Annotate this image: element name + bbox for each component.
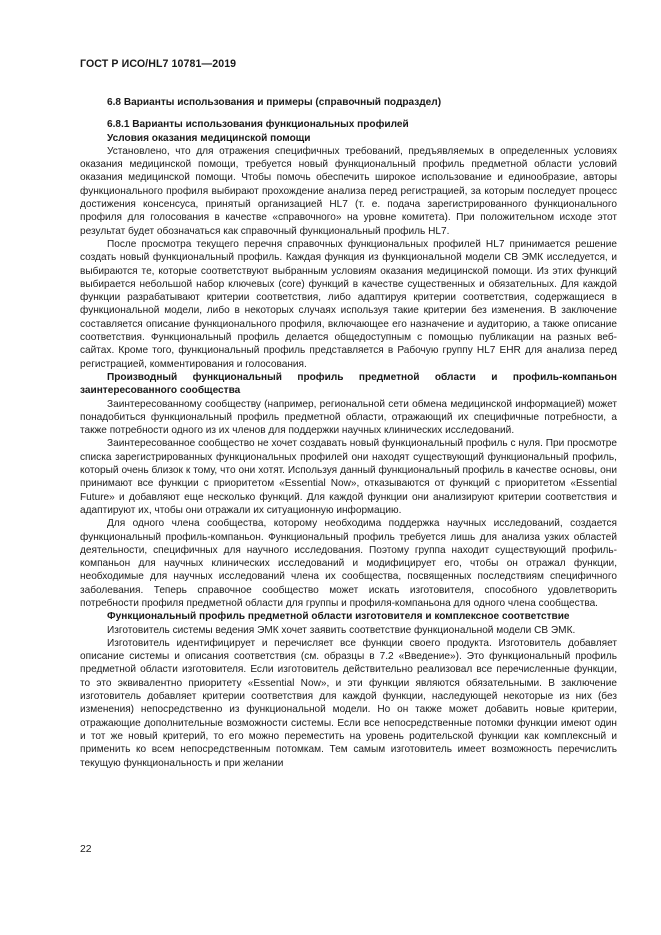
paragraph-heading: Функциональный профиль предметной области изготовителя и комплексное соответствие bbox=[107, 611, 570, 623]
paragraph: Изготовитель идентифицирует и перечисляет все функции своего продукта. Изготовитель добавляет описание системы и описания соответствия (см. образцы в 7.2 «Введение»). Это функциональный профиль предметной области изготовителя. Если изготовитель действительно реализовал все перечисленные функции, то это эквивалентно приоритету «Essential Now», и эти функции являются обязательными. В заключение изготовитель добавляет критерии соответствия для каждой функции, наследующей некоторые из них (без изменения) непосредственно из функциональной модели. Но он также может добавить новые критерии, отражающие дополнительные возможности системы. Если все непосредственные потомки функции имеют один и тот же новый критерий, то его можно переместить на уровень родительской функции как комплексный и применить ко всем непосредственным потомкам. Тем самым изготовитель имеет возможность перечислить текущую функциональность и при желании bbox=[80, 637, 617, 769]
paragraph: Установлено, что для отражения специфичных требований, предъявляемых в определенных условиях оказания медицинской помощи, требуется новый функциональный профиль предметной области условий оказания медицинской помощи. Чтобы помочь обеспечить широкое использование и единообразие, авторы функционального профиля выбирают прохождение анализа перед регистрацией, за которым последует процесс достижения консенсуса, принятый организацией HL7 (т. е. подача зарегистрированного функционального профиля для голосования в качестве «справочного» на уровне комитета). При положительном исходе этот результат будет обозначаться как справочный функциональный профиль HL7. bbox=[80, 145, 617, 237]
page-content bbox=[80, 96, 617, 770]
standard-header: ГОСТ Р ИСО/HL7 10781—2019 bbox=[80, 58, 237, 70]
paragraph: После просмотра текущего перечня справочных функциональных профилей HL7 принимается решение создать новый функциональный профиль. Каждая функция из функциональной модели СВ ЭМК исследуется, и выбираются те, которые соответствуют выбранным условиям оказания медицинской помощи. Из этих функций выбирается небольшой набор ключевых (core) функций в качестве существенных и обязательных. Для каждой функции разрабатывают критерии соответствия, либо адаптируя критерии соответствия, содержащиеся в функциональной модели, либо в некоторых случаях используя такие критерии без изменения. В заключение составляется описание функционального профиля, включающее его назначение и аудиторию, а также описание соответствия. Функциональный профиль делается общедоступным с помощью публикации на разных веб-сайтах. Кроме того, функциональный профиль представляется в Рабочую группу HL7 EHR для анализа перед регистрацией, комментирования и голосования. bbox=[80, 238, 617, 370]
paragraph: Изготовитель системы ведения ЭМК хочет заявить соответствие функциональной модели СВ ЭМК. bbox=[107, 624, 576, 636]
paragraph: Заинтересованное сообщество не хочет создавать новый функциональный профиль с нуля. При просмотре списка зарегистрированных функциональных профилей они находят существующий функциональный профиль, который очень близок к тому, что они хотят. Используя данный функциональный профиль в качестве основы, они принимают все функции с приоритетом «Essential Now», отказываются от функций с приоритетом «Essential Future» и добавляют еще несколько функций. Для каждой функции они анализируют критерии соответствия и адаптируют их, чтобы они отражали их ситуационную информацию. bbox=[80, 438, 617, 516]
page-number: 22 bbox=[80, 844, 92, 855]
subsection-title: 6.8.1 Варианты использования функциональных профилей bbox=[107, 119, 409, 131]
paragraph-heading: Производный функциональный профиль предметной области и профиль-компаньон заинтересованного сообщества bbox=[80, 371, 617, 397]
section-title: 6.8 Варианты использования и примеры (справочный подраздел) bbox=[107, 97, 442, 108]
subsection-heading: Условия оказания медицинской помощи bbox=[107, 132, 311, 144]
paragraph: Для одного члена сообщества, которому необходима поддержка научных исследований, создается функциональный профиль-компаньон. Функциональный профиль требуется лишь для анализа узких областей деятельности, специфичных для научного исследования. Поэтому группа находит существующий профиль-компаньон для научных клинических исследований и модифицирует его, чтобы он отражал функции, необходимые для научных исследований члена их сообщества, посвященных последствиям специфичного заболевания. Теперь справочное сообщество может искать изготовителя, способного удовлетворить потребности профиля предметной области для группы и профиля-компаньона для одного члена сообщества. bbox=[80, 518, 617, 609]
paragraph: Заинтересованному сообществу (например, региональной сети обмена медицинской информацией) может понадобиться функциональный профиль предметной области, отражающий их специфичные потребности, а также потребности одного из их членов для поддержки научных клинических исследований. bbox=[80, 398, 617, 437]
